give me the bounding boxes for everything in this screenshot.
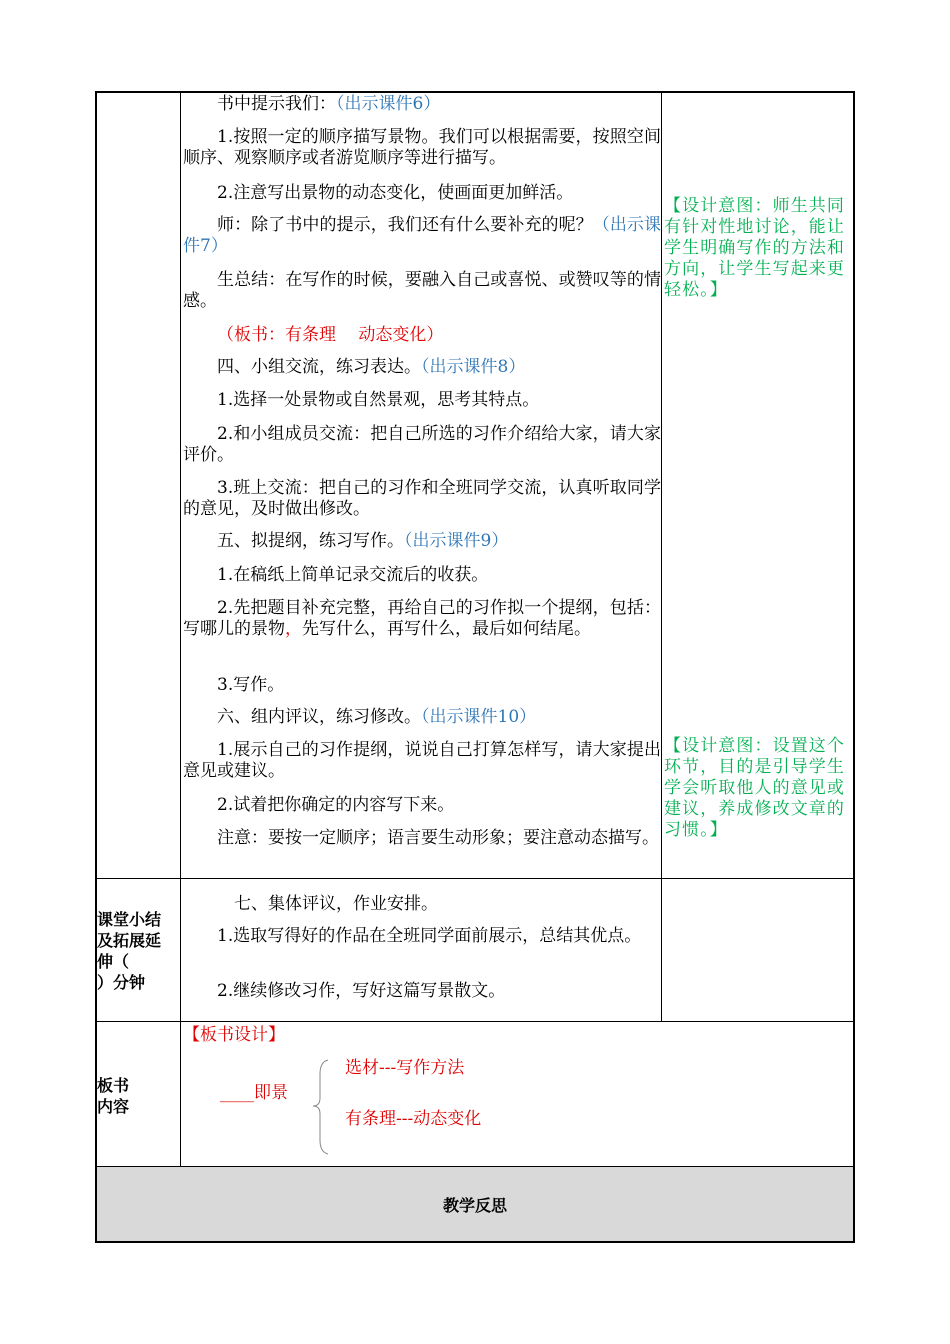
row-divider-2 bbox=[95, 1021, 855, 1022]
courseware-ref: （出示课件6） bbox=[336, 94, 441, 114]
para-step5: 五、拟提纲，练习写作。（出示课件9） bbox=[217, 531, 509, 551]
para-student-summary: 生总结：在写作的时候，要融入自己或喜悦、或赞叹等的情感。 bbox=[183, 270, 661, 311]
summary-item-1: 1.选取写得好的作品在全班同学面前展示，总结其优点。 bbox=[217, 926, 642, 946]
para-dynamic: 2.注意写出景物的动态变化，使画面更加鲜活。 bbox=[217, 183, 574, 203]
para-order: 1.按照一定的顺序描写景物。我们可以根据需要，按照空间顺序、观察顺序或者游览顺序等进行描写。 bbox=[183, 127, 661, 168]
courseware-ref: （出示课件7） bbox=[183, 215, 662, 256]
para-board-note: （板书：有条理 动态变化） bbox=[217, 325, 444, 345]
summary-label: 课堂小结 及拓展延 伸（ ）分钟 bbox=[97, 910, 162, 992]
para-step5-3: 3.写作。 bbox=[217, 675, 285, 695]
board-brace bbox=[308, 1056, 338, 1156]
para-step4-2: 2.和小组成员交流：把自己所选的习作介绍给大家，请大家评价。 bbox=[183, 424, 661, 465]
board-label: 板书 内容 bbox=[97, 1076, 130, 1116]
para-step5-1: 1.在稿纸上简单记录交流后的收获。 bbox=[217, 565, 489, 585]
para-step6: 六、组内评议，练习修改。（出示课件10） bbox=[217, 707, 537, 727]
para-step4-1: 1.选择一处景物或自然景观，思考其特点。 bbox=[217, 390, 540, 410]
row-divider-1 bbox=[95, 878, 855, 879]
reflection-label: 教学反思 bbox=[442, 1196, 507, 1215]
para-step6-1: 1.展示自己的习作提纲，说说自己打算怎样写，请大家提出意见或建议。 bbox=[183, 740, 661, 781]
board-line-1: 选材---写作方法 bbox=[345, 1058, 465, 1078]
col-divider-left bbox=[180, 91, 181, 1166]
col-divider-right bbox=[661, 91, 662, 1021]
design-intent-1: 【设计意图：师生共同有针对性地讨论，能让学生明确写作的方法和方向，让学生写起来更轻松。】 bbox=[664, 196, 845, 300]
courseware-ref: （出示课件10） bbox=[421, 707, 537, 727]
courseware-ref: （出示课件9） bbox=[404, 531, 509, 551]
para-step4: 四、小组交流，练习表达。（出示课件8） bbox=[217, 357, 526, 377]
board-line-2: 有条理---动态变化 bbox=[345, 1109, 482, 1129]
para-step4-3: 3.班上交流：把自己的习作和全班同学交流，认真听取同学的意见，及时做出修改。 bbox=[183, 478, 661, 519]
board-blank: ____ bbox=[220, 1083, 254, 1103]
para-teacher: 师：除了书中的提示，我们还有什么要补充的呢？（出示课件7） bbox=[183, 215, 662, 256]
design-intent-2: 【设计意图：设置这个环节，目的是引导学生学会听取他人的意见或建议，养成修改文章的习惯。】 bbox=[664, 736, 845, 840]
para-hint: 书中提示我们：（出示课件6） bbox=[217, 94, 441, 114]
para-note: 注意：要按一定顺序；语言要生动形象；要注意动态描写。 bbox=[217, 828, 659, 848]
para-step6-2: 2.试着把你确定的内容写下来。 bbox=[217, 795, 455, 815]
courseware-ref: （出示课件8） bbox=[421, 357, 526, 377]
board-title: ____即景 bbox=[220, 1083, 288, 1103]
summary-intro: 七、集体评议，作业安排。 bbox=[234, 894, 438, 914]
para-step5-2: 2.先把题目补充完整，再给自己的习作拟一个提纲，包括：写哪儿的景物，先写什么，再写什么，最后如何结尾。 bbox=[183, 598, 661, 639]
row-divider-3 bbox=[95, 1166, 855, 1167]
board-heading: 【板书设计】 bbox=[183, 1025, 285, 1045]
summary-item-2: 2.继续修改习作，写好这篇写景散文。 bbox=[217, 981, 506, 1001]
